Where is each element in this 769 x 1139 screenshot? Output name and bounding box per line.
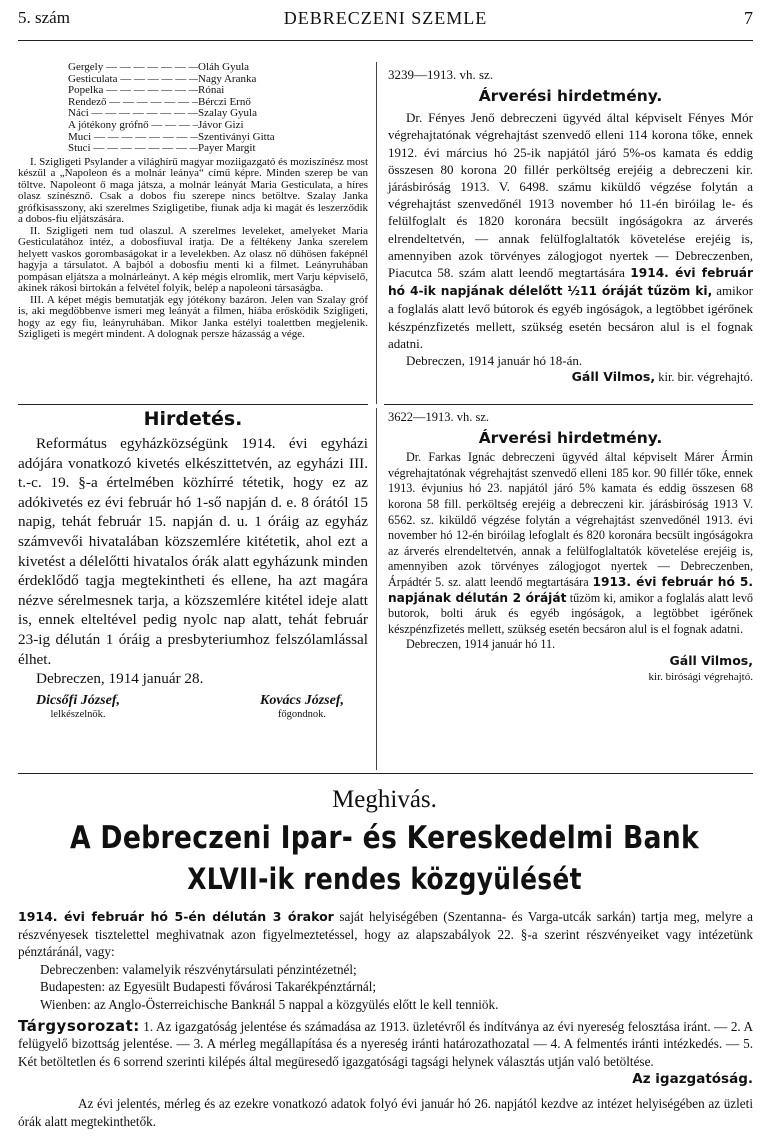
auction-2-heading: Árverési hirdetmény. — [478, 429, 663, 448]
newspaper-title: DEBRECZENI SZEMLE — [283, 8, 488, 28]
header-rule — [18, 40, 753, 41]
cast-role: Stuci — — — — [68, 143, 198, 155]
section-rule-left — [18, 404, 368, 405]
page-header — [18, 6, 753, 32]
deposit-place-1: Debreczenben: valamelyik részvénytársulati pénzintézetnél; — [40, 961, 357, 977]
auction-1-heading: Árverési hirdetmény. — [478, 87, 663, 106]
cast-role: Gergely — — — — [68, 62, 198, 74]
bank-name-wrap — [0, 820, 769, 856]
cast-actor: Jávor Gizi — [198, 118, 244, 131]
issue-number: 5. szám — [18, 8, 70, 27]
deposit-place-2: Budapesten: az Egyesült Budapesti fővárosi Takarékpénztárnál; — [40, 979, 377, 995]
auction-2-text-b: tűzöm ki, amikor a foglalás alatt levő butorok, bolti áruk és egyéb ingóságok, a legtöbbet igérőnek készpénzfizetés mellett, szükség esetén becsáron alul is el fognak adatni. — [388, 590, 754, 636]
signature-title-1: lelkészelnök. — [50, 708, 106, 720]
auction-1-signature: Gáll Vilmos, — [571, 369, 656, 385]
page-number: 7 — [744, 8, 753, 28]
cast-actor: Szentiványi Gitta — [198, 130, 275, 143]
auction-notice-1 — [388, 66, 753, 385]
signature-name-1: Dicsőfi József, — [36, 692, 120, 708]
auction-2-signature: Gáll Vilmos, — [669, 652, 753, 668]
agenda-label: Tárgysorozat: — [18, 1016, 140, 1035]
synopsis — [18, 157, 368, 341]
cast-actor: Oláh Gyula — [198, 61, 250, 73]
cast-actor: Bérczi Ernő — [198, 95, 251, 108]
cast-role: Gesticulata — — — — [68, 74, 198, 86]
meghivas-heading: Meghivás. — [332, 786, 437, 813]
auction-1-signature-title: kir. bir. végrehajtó. — [658, 370, 753, 385]
auction-2-ref: 3622—1913. vh. sz. — [388, 410, 490, 424]
cast-row — [68, 120, 368, 132]
meeting-intro: saját helyiségében (Szentanna- és Varga-utcák sarkán) tartja meg, melyre a részvényesek tisztelettel meghivatnak azon figyelmeztetéssel, hogy az alapszabályok 22. §-a szerint részvényeiket vagy intézetünk pénztáránál, vagy: — [18, 909, 754, 960]
cast-row — [68, 143, 368, 155]
cast-role: Muci — — — — [68, 132, 198, 144]
cast-row — [68, 62, 368, 74]
cast-role: Rendező — — — — [68, 97, 198, 109]
board-signature: Az igazgatóság. — [632, 1071, 753, 1088]
meeting-title-wrap — [0, 862, 769, 896]
cast-actor: Rónai — [198, 84, 225, 97]
meghivas-rule — [18, 773, 753, 774]
theatre-review — [18, 62, 368, 341]
synopsis-act-1: I. Szigligeti Psylander a világhírű magyar moziigazgató és moziszínész most készül a „Napoleon és a molnár leánya“ című képre. Minden szerep be van töltve. Napoleont ő maga játsza, a molnár leányát Maria Gesticulata, a híres olasz színésznő. Csak a dobos fiu szerepe nincs betöltve. Szalay Janka grófkisasszony, aki szerelmes Szigligetibe, fiunak adja ki magát és leszerződik a dobos-fiu eljátszására. — [18, 155, 368, 226]
hirdetes-heading: Hirdetés. — [143, 408, 243, 430]
meghivas-body — [18, 908, 753, 1130]
section-rule-right — [384, 404, 753, 405]
column-divider-top — [376, 62, 377, 404]
synopsis-act-2: II. Szigligeti nem tud olaszul. A szerelmes leveleket, amelyeket Maria Gesticulatához intéz, a dobosfiuval iratja. De a féltékeny Janka szerelem helyett vaskos gorombaságokat ir a levelekben. Az olasz nő dühösen faképnél hagyja a társulatot. A bajból a dobosfiu menti ki a filmet. Leányruhában pompásan eljátsza a molnárleányt. A kép mégis elromlik, mert Varju képviselő, akinek rákosi birtokán a felvétel folyik, belép a napoleoni társaságba. — [18, 224, 368, 295]
cast-role: A jótékony grófnő — — — — [68, 120, 198, 132]
cast-role: Náci — — — — [68, 108, 198, 120]
hirdetes-body: Református egyházközségünk 1914. évi egyházi adójára vonatkozó kivetés elkészittetvén, az egyházi III. t.-c. 19. §-a értelmében közhírré tétetik, hogy ez az adókivetés ez évi február hó 1-ső napján d. e. 8 órától 15 napig, tehát február 15. napján d. u. 1 óráig az egyház számvevői hivatalában közszemlére kitétetik, ahol ezt a kivetést a délelőtti hivatalos órák alatt egyházunk minden érdeklődő tagja megtekintheti és ellene, ha azt magára nézve sérelmesnek tarja, a közszemlére kitétel ideje alatt is, ennek elteltével pedig nyolc nap alatt, tehát február 23-ig délután 1 óráig a presbyteriumhoz felszólamlással élhet. — [18, 435, 368, 668]
signature-name-2: Kovács József, — [260, 692, 344, 708]
auction-1-ref: 3239—1913. vh. sz. — [388, 67, 494, 82]
cast-actor: Payer Margit — [198, 142, 256, 155]
agenda-text: 1. Az igazgatóság jelentése és számadása az 1913. üzletévről és indítványa az évi nyereség felosztása iránt. — 2. A felügyelő bizottság jelentése. — 3. A mérleg megállapítása és a nyereség iránti határozathozatal — 4. A felmentés iránti intézkedés. — 5. Két betöltetlen és 6 sorrend szerinti kilépés által megüresedő igazgatósági tagsági helynek választás utján való betöltése. — [18, 1018, 753, 1069]
column-divider-bottom — [376, 408, 377, 770]
cast-actor: Nagy Aranka — [198, 72, 257, 85]
cast-role: Popelka — — — — [68, 85, 198, 97]
auction-2-date: Debreczen, 1914 január hó 11. — [406, 637, 556, 652]
bank-name: A Debreczeni Ipar- és Kereskedelmi Bank — [69, 820, 700, 856]
meeting-title: XLVII-ik rendes közgyülését — [187, 862, 582, 896]
hirdetes-notice — [18, 408, 368, 720]
signature-title-2: főgondnok. — [277, 708, 327, 720]
cast-actor: Szalay Gyula — [198, 107, 257, 120]
auction-2-signature-title: kir. birósági végrehajtó. — [648, 670, 753, 683]
auction-1-text-a: Dr. Fényes Jenő debreczeni ügyvéd által képviselt Fényes Mór végrehajtatónak végrehajtást szenvedő elleni 114 korona tőke, ennek 1912. évi március hó 25-ik napjától járó 5%-os kamata és eddig összesen 80 korona 20 fillér perköltség erejéig a debreczeni kir. járásbiróság 1913. V. 6498. számu kiküldő végzése folytán a végrehajtást szenvedőnél 1913 november hó 11-én biróilag le- és felülfoglalt és 1820 koronára becsült ingóságokra az árverés elrendeltetvén, — annak felülfoglaltatók követelése erejéig is, amennyiben azok törvényes zálogjogot nyertek — Debreczenben, Piacutca 58. szám alatt leendő megtartására — [388, 110, 753, 281]
cast-list — [68, 62, 368, 155]
auction-1-date-bold: 1914. évi február hó 4-ik napjának délelőtt ½11 óráját tűzöm ki, — [388, 266, 754, 299]
hirdetes-date: Debreczen, 1914 január 28. — [36, 670, 204, 688]
footer-note: Az évi jelentés, mérleg és az ezekre vonatkozó adatok folyó évi január hó 26. napjától kezdve az intézet helyiségében az üzleti órák alatt megtekinthetők. — [18, 1095, 753, 1129]
auction-notice-2 — [388, 409, 753, 684]
meeting-time: 1914. évi február hó 5-én délután 3 órakor — [18, 909, 334, 924]
auction-2-date-bold: 1913. évi február hó 5. napjának délután 2 óráját — [388, 574, 753, 605]
auction-1-date: Debreczen, 1914 január hó 18-án. — [406, 353, 583, 369]
deposit-place-3: Wienben: az Anglo-Österreichische Bankнál 5 nappal a közgyülés előtt le kell tenniök. — [40, 996, 499, 1012]
synopsis-act-3: III. A képet mégis bemutatják egy jótékony bazáron. Jelen van Szalay gróf is, aki megdöbbenve ismeri meg leányát a filmen, hiába erősködik Szigligeti, hogy az egy fiu, leányruhában. Mikor Janka estélyi toalettben megjelenik. Szigligeti is megért mindent. A dolognak persze házasság a vége. — [18, 293, 368, 341]
auction-2-text-a: Dr. Farkas Ignác debreczeni ügyvéd által képviselt Márer Ármin végrehajtatónak végrehajtást szenvedő elleni 185 kor. 90 fillér tőke, ennek 1913. évjunius hó 23. napjától járó 5% kamata és eddig összesen 68 korona 58 fill. perköltség erejéig a debreczeni kir. járásbiróság 1913 V. 6562. sz. kiküldő végzése folytán a végrehajtást szenvedőnél 1913. évi november hó 12-én biróilag lefoglalt és 820 koronára becsült ingóságokra az árverés elrendeltetvén, annak a felülfoglaltatók követelése erejéig is, amennyiben azok törvényes zálogjogot nyertek — Debreczenben, Árpádtér 5. sz. alatt leendő megtartására — [388, 450, 753, 589]
auction-1-text-b: amikor a foglalás alatt levő bútorok és egyéb ingóságok, a legtöbbet igérőnek készpénzfizetés mellett, szükség esetén becsáron alul is el fognak adatni. — [388, 283, 754, 351]
